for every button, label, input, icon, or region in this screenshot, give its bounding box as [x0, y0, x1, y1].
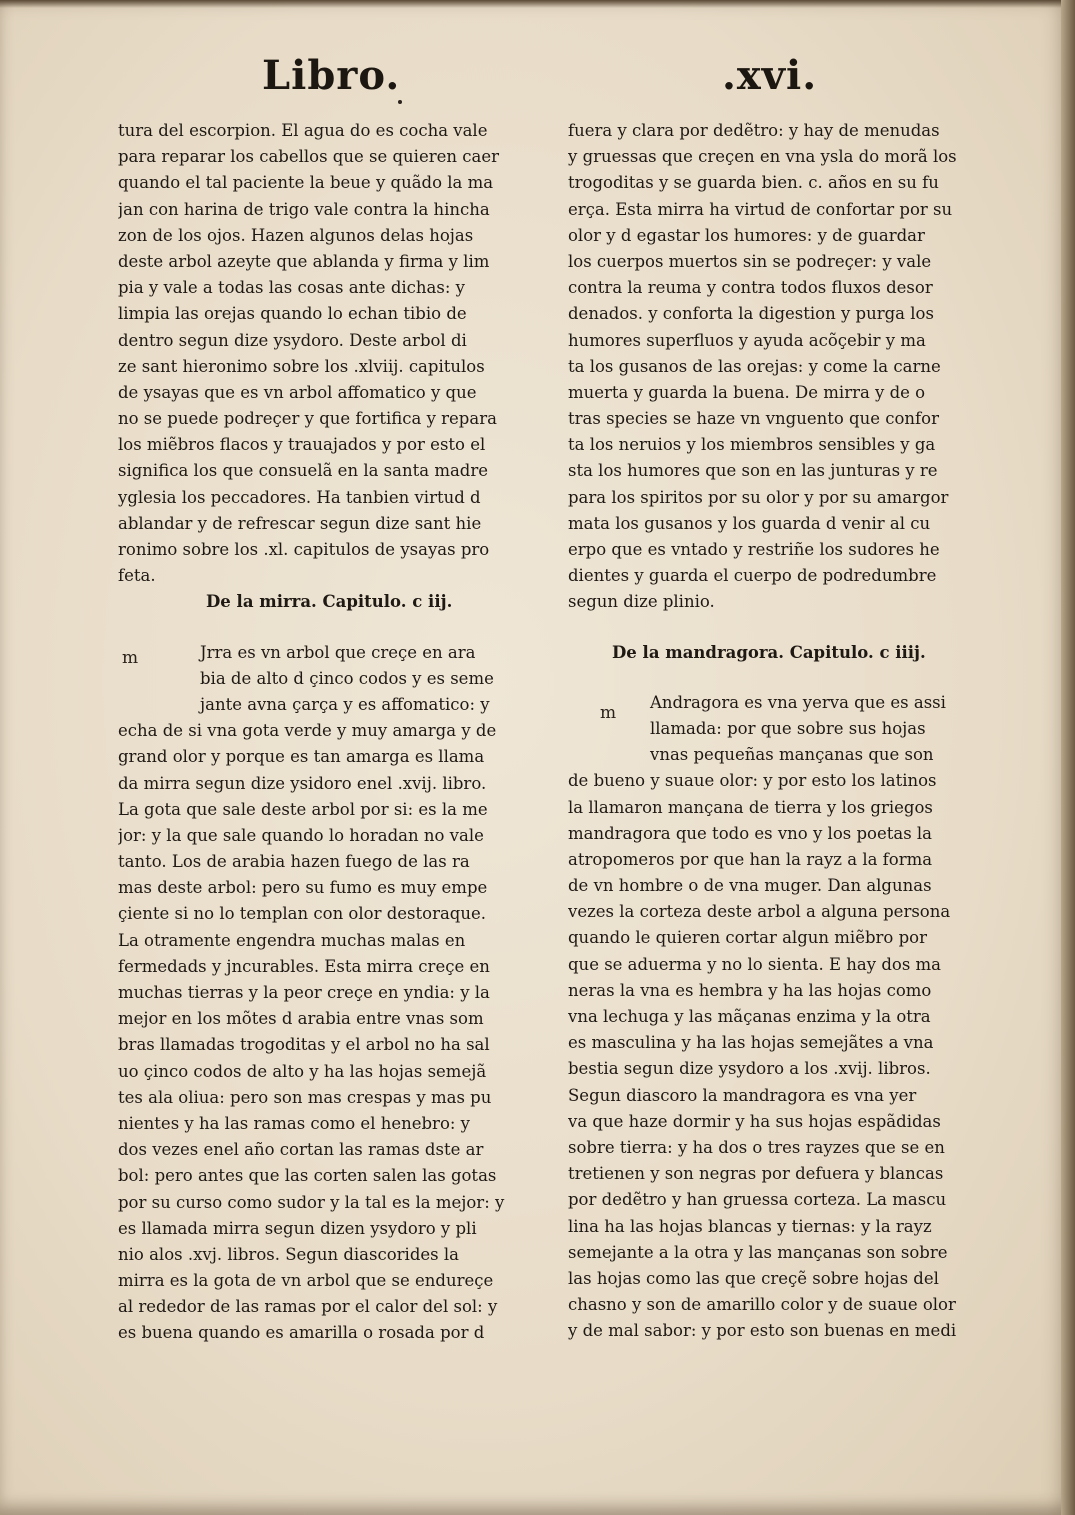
text-line: llamada: por que sobre sus hojas: [650, 718, 926, 738]
text-line: es llamada mirra segun dizen ysydoro y pli: [118, 1218, 477, 1238]
text-line: erpo que es vntado y restriñe los sudores he: [568, 540, 940, 559]
text-line: que se aduerma y no lo sienta. E hay dos ma: [568, 954, 942, 974]
text-line: lina ha las hojas blancas y tiernas: y la rayz: [568, 1216, 932, 1236]
text-line: ablandar y de refrescar segun dize sant hie: [118, 513, 482, 533]
text-line: muerta y guarda la buena. De mirra y de o: [568, 382, 926, 402]
text-line: nientes y ha las ramas como el henebro: y: [118, 1113, 471, 1133]
text-line: bol: pero antes que las corten salen las gotas: [118, 1166, 497, 1186]
left-chapter-heading: De la mirra. Capitulo. c iij.: [206, 592, 453, 612]
left-guide-letter: m: [122, 648, 139, 668]
text-line: ta los neruios y los miembros sensibles y ga: [568, 435, 936, 455]
spacer: [568, 666, 968, 690]
right-guide-letter: m: [600, 703, 617, 723]
text-line: limpia las orejas quando lo echan tibio de: [118, 304, 467, 324]
spacer: [568, 616, 968, 640]
text-line: ta los gusanos de las orejas: y come la carne: [568, 356, 941, 376]
text-line: al rededor de las ramas por el calor del sol: y: [118, 1297, 498, 1317]
text-line: no se puede podreçer y que fortifica y repara: [118, 409, 497, 429]
text-line: Andragora es vna yerva que es assi: [650, 692, 946, 712]
text-line: va que haze dormir y ha sus hojas espãdidas: [568, 1111, 941, 1131]
text-line: yglesia los peccadores. Ha tanbien virtud d: [118, 487, 481, 507]
text-line: denados. y conforta la digestion y purga los: [568, 304, 934, 324]
text-line: y gruessas que creçen en vna ysla do morã los: [568, 147, 957, 167]
right-paragraph-2-indented: [568, 690, 968, 769]
text-line: fermedads y jncurables. Esta mirra creçe en: [118, 956, 490, 976]
right-chapter-heading: De la mandragora. Capitulo. c iiij.: [612, 642, 926, 662]
text-line: vnas pequeñas mançanas que son: [650, 745, 934, 765]
folio-number: .xvi.: [722, 52, 818, 99]
text-line: jor: y la que sale quando lo horadan no vale: [118, 825, 484, 845]
text-line: dientes y guarda el cuerpo de podredumbre: [568, 566, 937, 586]
text-line: las hojas como las que creçẽ sobre hojas del: [568, 1268, 939, 1288]
text-line: los cuerpos muertos sin se podreçer: y vale: [568, 251, 932, 271]
text-line: La gota que sale deste arbol por si: es la me: [118, 799, 488, 819]
text-line: sobre tierra: y ha dos o tres rayzes que se en: [568, 1137, 945, 1157]
text-line: para reparar los cabellos que se quieren caer: [118, 147, 499, 167]
left-paragraph-2-indented: [118, 640, 518, 719]
text-line: jante avna çarça y es affomatico: y: [200, 694, 490, 714]
text-line: tras species se haze vn vnguento que confor: [568, 409, 939, 429]
text-line: significa los que consuelã en la santa madre: [118, 461, 489, 481]
text-line: dentro segun dize ysydoro. Deste arbol di: [118, 330, 467, 350]
text-line: erça. Esta mirra ha virtud de confortar por su: [568, 199, 953, 219]
text-line: tura del escorpion. El agua do es cocha vale: [118, 121, 488, 140]
text-line: neras la vna es hembra y ha las hojas como: [568, 980, 932, 1000]
text-line: jan con harina de trigo vale contra la hincha: [118, 199, 490, 219]
left-column: [118, 118, 518, 1347]
text-line: bestia segun dize ysydoro a los .xvij. libros.: [568, 1059, 931, 1079]
ink-mark: [398, 100, 402, 104]
text-line: ze sant hieronimo sobre los .xlviij. capitulos: [118, 356, 485, 376]
left-paragraph-2: [118, 718, 518, 1347]
text-line: muchas tierras y la peor creçe en yndia: y la: [118, 983, 490, 1002]
text-line: humores superfluos y ayuda acõçebir y ma: [568, 330, 926, 350]
running-head-left: Libro.: [262, 52, 401, 99]
text-line: es buena quando es amarilla o rosada por d: [118, 1323, 485, 1343]
text-line: contra la reuma y contra todos fluxos desor: [568, 278, 933, 298]
text-line: los miẽbros flacos y trauajados y por esto el: [118, 435, 486, 455]
text-line: por su curso como sudor y la tal es la mejor: y: [118, 1192, 505, 1212]
text-line: bras llamadas trogoditas y el arbol no ha sal: [118, 1035, 490, 1055]
text-line: deste arbol azeyte que ablanda y firma y lim: [118, 251, 490, 271]
page-edge: [1061, 0, 1075, 1515]
left-paragraph-1: [118, 118, 518, 589]
text-line: uo çinco codos de alto y ha las hojas semejã: [118, 1061, 487, 1081]
text-line: echa de si vna gota verde y muy amarga y de: [118, 721, 497, 741]
text-line: mas deste arbol: pero su fumo es muy empe: [118, 878, 488, 898]
text-line: segun dize plinio.: [568, 592, 715, 612]
text-line: semejante a la otra y las mançanas son sobre: [568, 1242, 948, 1262]
text-line: La otramente engendra muchas malas en: [118, 930, 466, 950]
text-line: ronimo sobre los .xl. capitulos de ysayas pro: [118, 540, 490, 559]
text-line: Segun diascoro la mandragora es vna yer: [568, 1085, 917, 1105]
text-line: para los spiritos por su olor y por su amargor: [568, 487, 949, 507]
text-line: por dedẽtro y han gruessa corteza. La mascu: [568, 1190, 947, 1210]
text-line: tanto. Los de arabia hazen fuego de las ra: [118, 852, 470, 872]
text-line: vna lechuga y las mãçanas enzima y la otra: [568, 1007, 931, 1026]
text-line: y de mal sabor: y por esto son buenas en medi: [568, 1321, 957, 1341]
text-line: Jrra es vn arbol que creçe en ara: [200, 642, 476, 662]
text-line: tretienen y son negras por defuera y blancas: [568, 1164, 944, 1184]
page-top-shadow: [0, 0, 1075, 8]
right-paragraph-2: [568, 768, 968, 1344]
text-line: çiente si no lo templan con olor destoraque.: [118, 904, 486, 924]
text-line: sta los humores que son en las junturas y re: [568, 461, 938, 481]
text-line: olor y d egastar los humores: y de guardar: [568, 225, 925, 245]
text-line: chasno y son de amarillo color y de suaue olor: [568, 1295, 956, 1315]
text-line: vezes la corteza deste arbol a alguna persona: [568, 902, 951, 922]
text-line: es masculina y ha las hojas semejãtes a vna: [568, 1033, 934, 1053]
text-line: mirra es la gota de vn arbol que se endureçe: [118, 1271, 494, 1291]
text-line: tes ala oliua: pero son mas crespas y mas pu: [118, 1087, 492, 1107]
text-line: grand olor y porque es tan amarga es llama: [118, 747, 485, 767]
text-line: atropomeros por que han la rayz a la forma: [568, 849, 933, 869]
text-line: quando el tal paciente la beue y quãdo la ma: [118, 173, 494, 193]
text-line: mata los gusanos y los guarda d venir al cu: [568, 513, 931, 533]
text-line: de vn hombre o de vna muger. Dan algunas: [568, 876, 932, 896]
text-line: zon de los ojos. Hazen algunos delas hojas: [118, 225, 474, 245]
text-line: nio alos .xvj. libros. Segun diascorides la: [118, 1244, 459, 1264]
text-line: trogoditas y se guarda bien. c. años en su fu: [568, 173, 939, 193]
text-line: bia de alto d çinco codos y es seme: [200, 668, 494, 688]
text-line: pia y vale a todas las cosas ante dichas: y: [118, 278, 465, 298]
text-line: mandragora que todo es vno y los poetas la: [568, 823, 933, 843]
text-line: quando le quieren cortar algun miẽbro por: [568, 928, 927, 948]
text-line: la llamaron mançana de tierra y los griegos: [568, 797, 933, 817]
right-paragraph-1: [568, 118, 968, 616]
text-line: dos vezes enel año cortan las ramas dste ar: [118, 1140, 484, 1160]
text-line: de bueno y suaue olor: y por esto los latinos: [568, 771, 937, 791]
text-line: da mirra segun dize ysidoro enel .xvij. libro.: [118, 773, 487, 793]
text-line: fuera y clara por dedẽtro: y hay de menudas: [568, 121, 940, 140]
right-column: [568, 118, 968, 1344]
spacer: [118, 616, 518, 640]
text-line: de ysayas que es vn arbol affomatico y que: [118, 382, 477, 402]
text-line: mejor en los mõtes d arabia entre vnas som: [118, 1009, 484, 1029]
text-line: feta.: [118, 566, 156, 586]
